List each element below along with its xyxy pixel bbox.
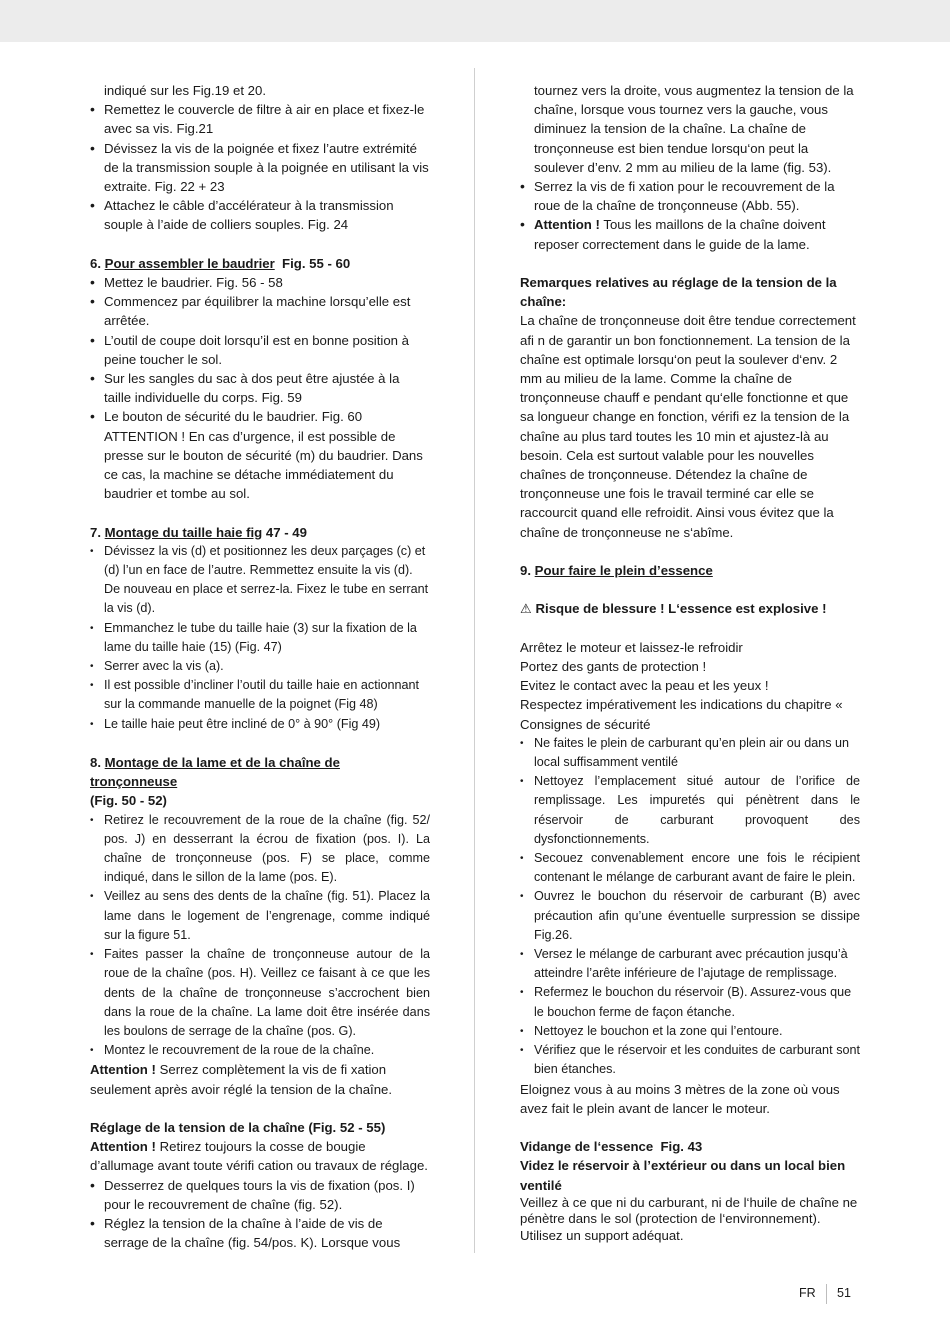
bullet-item: • Dévissez la vis de la poignée et fixez l’autre extrémité de la transmission souple à la poignée en utilisant la vis extraite. Fig. 22 + 23 [90,139,430,197]
bullet-item: • Attention ! Tous les maillons de la chaîne doivent reposer correctement dans le guide de la lame. [520,215,860,253]
bullet-item: • Il est possible d’incliner l’outil du taille haie en actionnant sur la commande manuelle de la poignet (Fig 48) [90,676,430,714]
bullet-item: • Réglez la tension de la chaîne à l’aide de vis de serrage de la chaîne (fig. 54/pos. K). Lorsque vous [90,1214,430,1252]
bullet-item: • Le bouton de sécurité du le baudrier. Fig. 60 ATTENTION ! En cas d’urgence, il est possible de presse sur le bouton de sécurité (m) du baudrier. Dans ce cas, la machine se détache immédiatement du baudrier et tombe au sol. [90,407,430,503]
attention-note: Attention ! Retirez toujours la cosse de bougie d’allumage avant toute vérifi cation ou travaux de réglage. [90,1139,428,1174]
paragraph: Eloignez vous à au moins 3 mètres de la zone où vous avez fait le plein avant de lancer le moteur. [520,1081,840,1116]
attention-note: Attention ! Serrez complètement la vis de fi xation seulement après avoir réglé la tension de la chaîne. [90,1062,393,1097]
bullet-item: • Mettez le baudrier. Fig. 56 - 58 [90,273,430,292]
bullet-item: • Ne faites le plein de carburant qu’en plein air ou dans un local suffisamment ventilé [520,734,860,772]
bullet-item: • Attachez le câble d’accélérateur à la transmission souple à l’aide de colliers souples. Fig. 24 [90,196,430,234]
bullet-item: • Secouez convenablement encore une fois le récipient contenant le mélange de carburant avant de faire le plein. [520,849,860,887]
section-7-heading: 7. Montage du taille haie fig 47 - 49 [90,524,307,540]
paragraph: tournez vers la droite, vous augmentez la tension de la chaîne, lorsque vous tournez vers la gauche, vous diminuez la tension de la chaîne. La chaîne de tronçonneuse est bien tendue lorsqu‘on peut la soulever d’env. 2 mm au milieu de la lame (fig. 53). [534,83,854,175]
risk-warning: ⚠ Risque de blessure ! L‘essence est explosive ! [520,599,860,618]
section-9-heading: 9. Pour faire le plein d’essence [520,563,713,579]
drain-text: Veillez à ce que ni du carburant, ni de l‘huile de chaîne ne pénètre dans le sol (protection de l‘environnement). Utilisez un support adéquat. [520,1194,858,1243]
section-8-figref: (Fig. 50 - 52) [90,793,167,809]
bullet-item: • Vérifiez que le réservoir et les conduites de carburant sont bien étanches. [520,1041,860,1079]
bullet-item: • Emmanchez le tube du taille haie (3) sur la fixation de la lame du taille haie (15) (Fig. 47) [90,619,430,657]
bullet-item: • Commencez par équilibrer la machine lorsqu’elle est arrêtée. [90,292,430,330]
paragraph: Evitez le contact avec la peau et les yeux ! [520,678,769,694]
bullet-item: • Nettoyez le bouchon et la zone qui l’entoure. [520,1022,860,1041]
remarks-text: La chaîne de tronçonneuse doit être tendue correctement afi n de garantir un bon fonctionnement. La tension de la chaîne est optimale lorsqu‘on peut la soulever d‘env. 2 mm au milieu de la lame. Comme la chaîne de tronçonneuse chauff e pendant qu‘elle fonctionne et que sa longueur change en fonction, vérifi ez la tension de la chaîne au plus tard toutes les 10 min et ajustez-là au besoin. Cela est surtout valable pour les nouvelles chaînes de tronçonneuse. Détendez la chaîne de tronçonneuse une fois le travail terminé car elle se raccourcit quand elle refroidit. Ainsi vous évitez que la chaîne de tronçonneuse ne s‘abîme. [520,313,856,540]
tension-heading: Réglage de la tension de la chaîne (Fig. 52 - 55) [90,1119,386,1135]
left-column [90,81,430,1252]
page-number: 51 [837,1286,851,1300]
bullet-item: • Faites passer la chaîne de tronçonneuse autour de la roue de la chaîne (pos. H). Veillez ce faisant à ce que les dents de la chaîne de tronçonneuse s’accrochent bien dans la roue de la chaîne. La lame doit être insérée dans les boulons de serrage de la chaîne (pos. G). [90,945,430,1041]
top-band [0,0,950,42]
section-8-heading: 8. Montage de la lame et de la chaîne de tronçonneuse [90,755,340,790]
bullet-item: • Desserrez de quelques tours la vis de fixation (pos. I) pour le recouvrement de chaîne (fig. 52). [90,1176,430,1214]
warning-triangle-icon: ⚠ [520,601,532,617]
bullet-item: • Montez le recouvrement de la roue de la chaîne. [90,1041,430,1060]
bullet-item: • Ouvrez le bouchon du réservoir de carburant (B) avec précaution afin qu’une éventuelle surpression se dissipe Fig.26. [520,887,860,945]
paragraph: Portez des gants de protection ! [520,659,707,675]
language-code: FR [799,1286,816,1300]
bullet-item: • Sur les sangles du sac à dos peut être ajustée à la taille individuelle du corps. Fig. 59 [90,369,430,407]
bullet-item: • Serrez la vis de fi xation pour le recouvrement de la roue de la chaîne de tronçonneuse (Abb. 55). [520,177,860,215]
right-column [520,81,860,1244]
bullet-item: • L’outil de coupe doit lorsqu’il est en bonne position à peine toucher le sol. [90,331,430,369]
bullet-item: • Remettez le couvercle de filtre à air en place et fixez-le avec sa vis. Fig.21 [90,100,430,138]
bullet-item: • Dévissez la vis (d) et positionnez les deux parçages (c) et (d) l’un en face de l’autre. Remmettez ensuite la vis (d). De nouveau en place et serrez-la. Fixez le tube en serrant la vis (d). [90,542,430,619]
section-6-heading: 6. Pour assembler le baudrier Fig. 55 - 60 [90,255,351,271]
remarks-heading: Remarques relatives au réglage de la tension de la chaîne: [520,275,837,310]
page-footer [780,1284,860,1304]
paragraph: indiqué sur les Fig.19 et 20. [104,83,267,98]
bullet-item: • Le taille haie peut être incliné de 0° à 90° (Fig 49) [90,715,430,734]
paragraph: Arrêtez le moteur et laissez-le refroidir [520,639,743,655]
bullet-item: • Retirez le recouvrement de la roue de la chaîne (fig. 52/ pos. J) en desserrant la écrou de fixation (pos. I). La chaîne de tronçonneuse (pos. F) se place, comme indiqué, dans le sillon de la lame (pos. E). [90,811,430,888]
bullet-item: • Veillez au sens des dents de la chaîne (fig. 51). Placez la lame dans le logement de l’engrenage, comme indiqué sur la figure 51. [90,887,430,945]
paragraph: Respectez impérativement les indications du chapitre « Consignes de sécurité [520,697,843,732]
bullet-item: • Nettoyez l’emplacement situé autour de l’orifice de remplissage. Les impuretés qui pénètrent dans le réservoir de carburant provoquent des dysfonctionnements. [520,772,860,849]
bullet-item: • Serrer avec la vis (a). [90,657,430,676]
drain-heading: Vidange de l‘essence Fig. 43 [520,1139,703,1155]
bullet-item: • Refermez le bouchon du réservoir (B). Assurez-vous que le bouchon ferme de façon étanche. [520,983,860,1021]
drain-subheading: Videz le réservoir à l’extérieur ou dans un local bien ventilé [520,1158,846,1193]
column-divider [474,68,475,1253]
footer-divider [826,1284,827,1304]
bullet-item: • Versez le mélange de carburant avec précaution jusqu’à atteindre l’arête inférieure de l’ajutage de remplissage. [520,945,860,983]
